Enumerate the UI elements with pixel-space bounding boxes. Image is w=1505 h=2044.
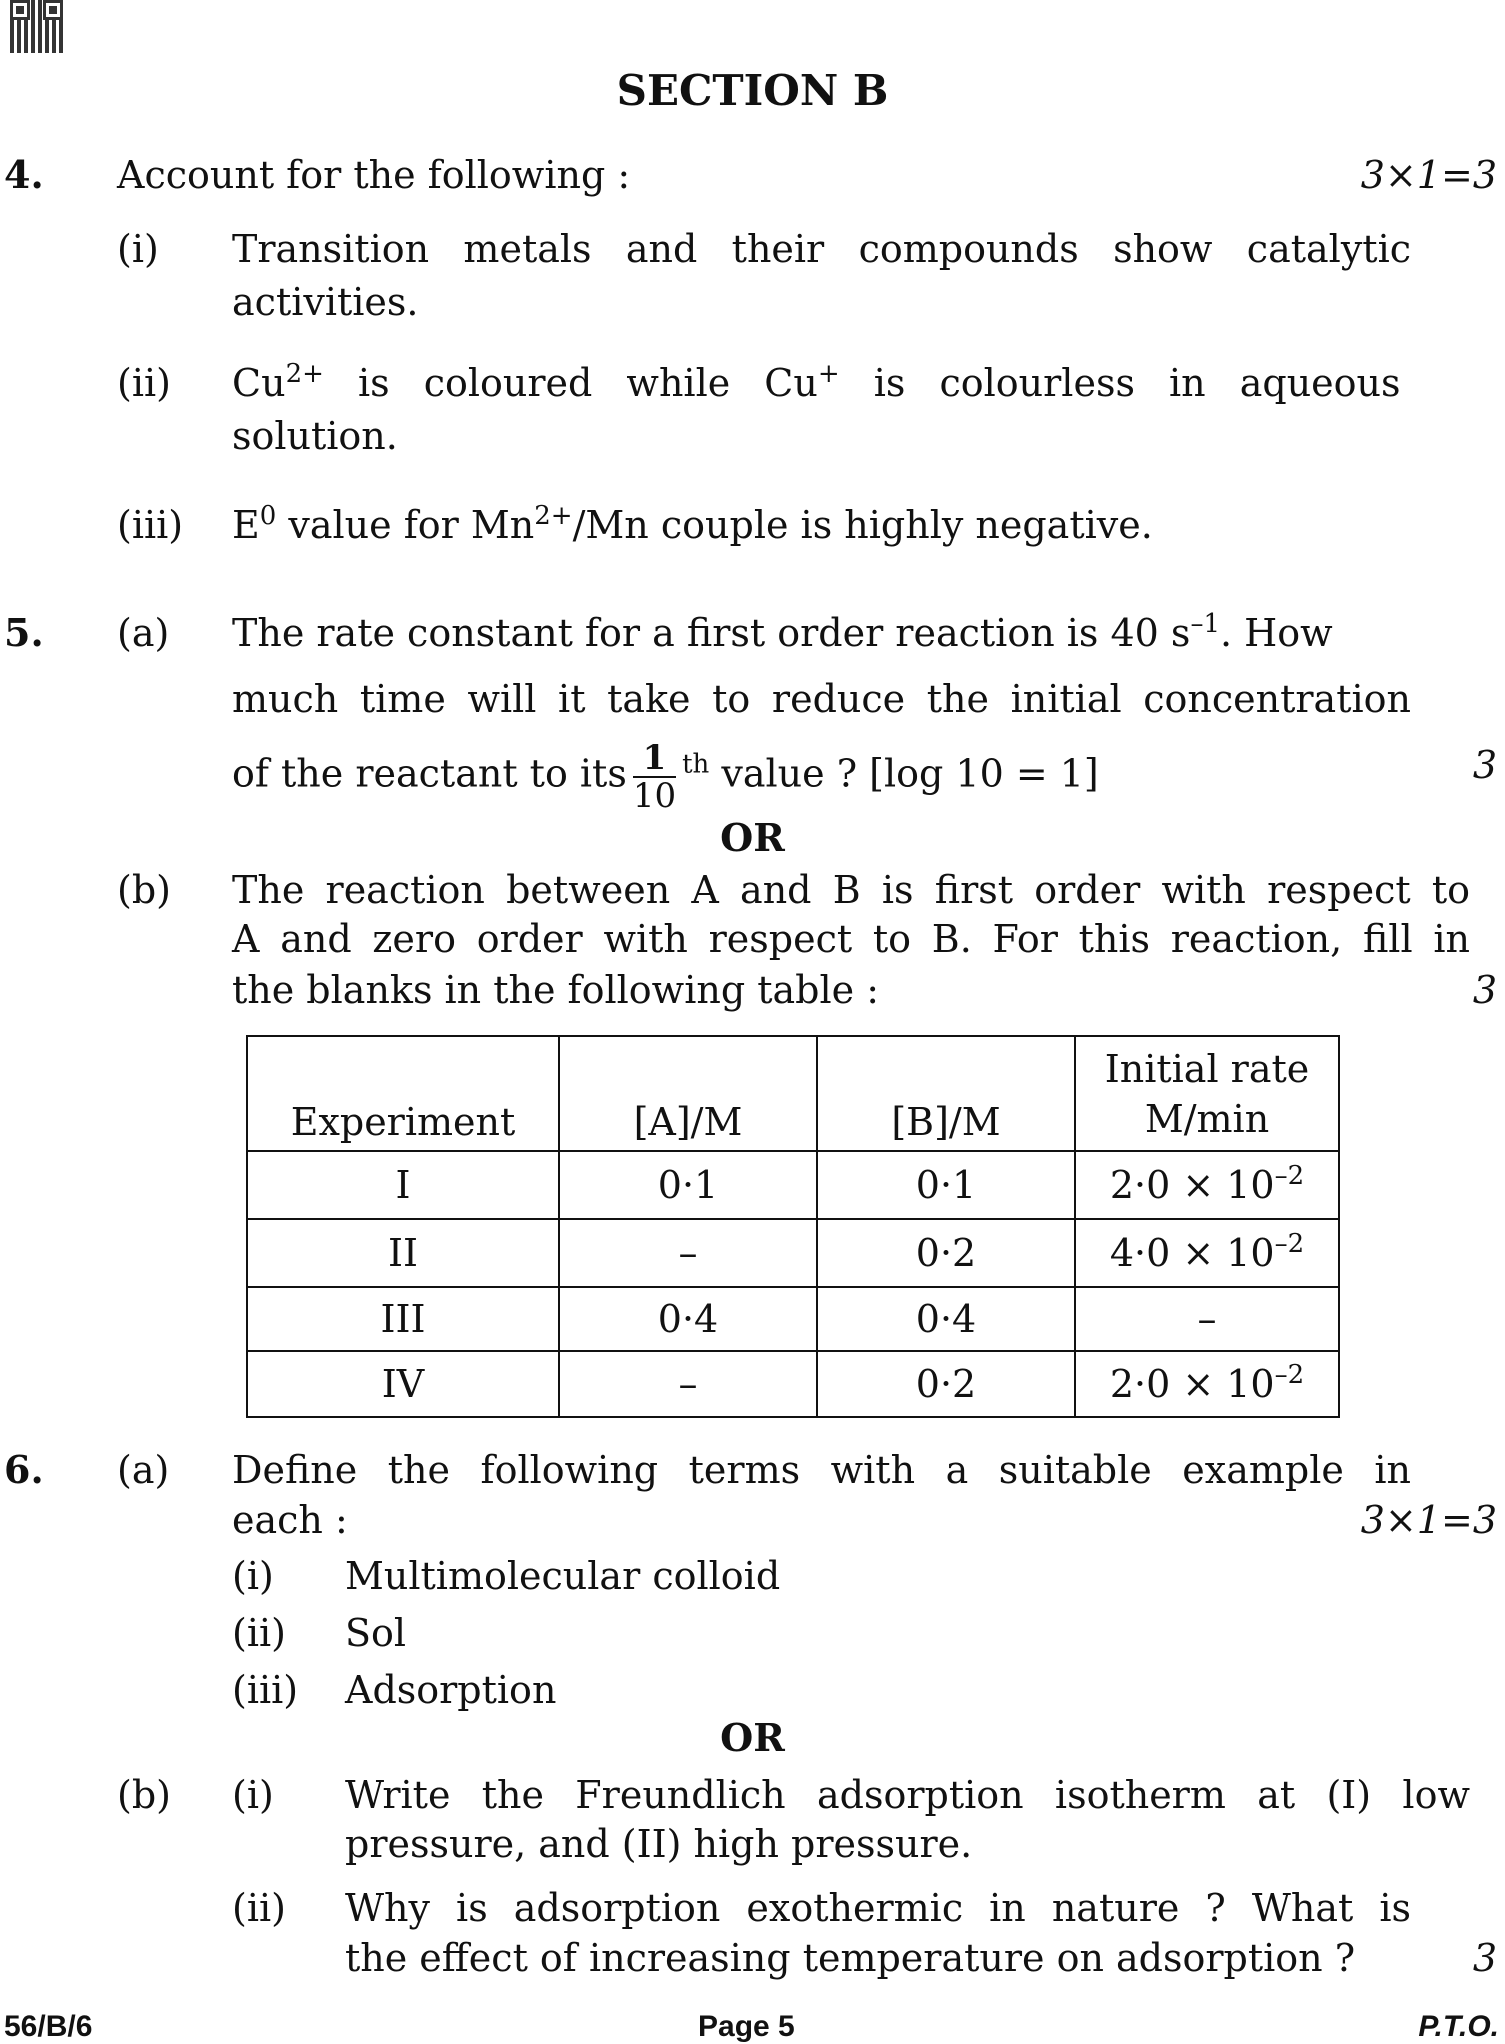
header-rate (1075, 1036, 1339, 1151)
table-row (247, 1351, 1339, 1417)
text: is coloured while Cu (323, 361, 818, 405)
superscript: th (682, 749, 710, 780)
footer-code: 56/B/6 (4, 2010, 93, 2043)
text: 2·0 × 10 (1109, 1362, 1275, 1406)
cell: – (559, 1219, 817, 1287)
q4-i-line2: activities. (232, 280, 419, 324)
q6-b-marks: 3 (1472, 1936, 1497, 1980)
q5-a-label: (a) (117, 611, 170, 655)
q6-a-label: (a) (117, 1448, 170, 1492)
q4-iii-line (232, 500, 1153, 550)
table-row (247, 1287, 1339, 1351)
header-b: [B]/M (817, 1036, 1075, 1151)
footer-pto: P.T.O. (1418, 2010, 1499, 2043)
superscript: –2 (1274, 1360, 1305, 1390)
q6-a-item-label: (ii) (232, 1611, 286, 1655)
q4-ii-label: (ii) (117, 361, 171, 405)
q4-iii-label: (iii) (117, 503, 184, 547)
q5-a-marks: 3 (1472, 743, 1497, 787)
q5-b-line2: A and zero order with respect to B. For this reaction, fill in (232, 917, 1470, 961)
cell (1075, 1351, 1339, 1417)
q6-number: 6. (4, 1447, 44, 1492)
cell: 0·2 (817, 1351, 1075, 1417)
text: value ? [log 10 = 1] (709, 751, 1099, 796)
cell: 0·2 (817, 1219, 1075, 1287)
superscript: + (817, 359, 840, 389)
q5-b-marks: 3 (1472, 968, 1497, 1012)
table-header-row (247, 1036, 1339, 1151)
q5-a-line3 (232, 740, 1099, 814)
cell: 0·4 (559, 1287, 817, 1351)
q6-a-line2: each : (232, 1498, 348, 1542)
q6-a-item-text: Adsorption (345, 1668, 557, 1712)
superscript: 2+ (285, 359, 324, 389)
table-row (247, 1151, 1339, 1219)
text: E (232, 503, 260, 547)
fraction (633, 740, 676, 814)
superscript: 2+ (534, 501, 573, 531)
text: value for Mn (276, 503, 535, 547)
header-rate-line1: Initial rate (1104, 1046, 1310, 1091)
text: of the reactant to its (232, 751, 627, 796)
cell: 0·1 (559, 1151, 817, 1219)
q5-number: 5. (4, 610, 44, 655)
cell: I (247, 1151, 559, 1219)
cell: IV (247, 1351, 559, 1417)
cell: III (247, 1287, 559, 1351)
fraction-numerator: 1 (633, 740, 676, 778)
text: Cu (232, 361, 286, 405)
q4-title: Account for the following : (117, 153, 631, 197)
q4-number: 4. (4, 152, 44, 197)
q6-a-marks: 3×1=3 (1360, 1498, 1497, 1542)
q6-b-label: (b) (117, 1773, 171, 1817)
superscript: –1 (1190, 609, 1220, 639)
cell (1075, 1287, 1339, 1351)
q6-a-item-text: Sol (345, 1611, 407, 1655)
q6-b-ii-line1: Why is adsorption exothermic in nature ? What is (345, 1886, 1411, 1930)
q4-marks: 3×1=3 (1360, 153, 1497, 197)
superscript: –2 (1274, 1229, 1305, 1259)
text: 4·0 × 10 (1109, 1231, 1275, 1275)
superscript: 0 (259, 501, 277, 531)
q6-b-ii-line2: the effect of increasing temperature on adsorption ? (345, 1936, 1356, 1980)
q6-b-i-label: (i) (232, 1773, 274, 1817)
q5-b-line1: The reaction between A and B is first order with respect to (232, 868, 1470, 912)
header-experiment: Experiment (247, 1036, 559, 1151)
q6-a-item-text: Multimolecular colloid (345, 1554, 781, 1598)
text: . How (1219, 611, 1333, 655)
q6-b-i-line1: Write the Freundlich adsorption isotherm at (I) low (345, 1773, 1470, 1817)
cell: – (559, 1351, 817, 1417)
q6-a-item-label: (iii) (232, 1668, 299, 1712)
q4-ii-line2: solution. (232, 414, 398, 458)
q4-i-label: (i) (117, 227, 159, 271)
fraction-denominator: 10 (632, 776, 677, 816)
text: – (1197, 1297, 1217, 1341)
q6-or: OR (720, 1715, 785, 1760)
text: is colourless in aqueous (839, 361, 1401, 405)
header-rate-line2: M/min (1144, 1096, 1270, 1141)
q5-a-line1 (232, 608, 1333, 658)
cell (1075, 1151, 1339, 1219)
q5-or: OR (720, 815, 785, 860)
q6-a-item-label: (i) (232, 1554, 274, 1598)
table-row (247, 1219, 1339, 1287)
cell: 0·1 (817, 1151, 1075, 1219)
cell: 0·4 (817, 1287, 1075, 1351)
section-title: SECTION B (616, 66, 889, 115)
qr-code (10, 0, 63, 53)
q6-b-i-line2: pressure, and (II) high pressure. (345, 1822, 973, 1866)
q5-b-line3: the blanks in the following table : (232, 968, 880, 1012)
text: /Mn couple is highly negative. (572, 503, 1153, 547)
q6-b-ii-label: (ii) (232, 1886, 286, 1930)
rate-table (246, 1035, 1340, 1418)
q5-a-line2: much time will it take to reduce the initial concentration (232, 677, 1411, 721)
header-a: [A]/M (559, 1036, 817, 1151)
text: The rate constant for a first order reaction is 40 s (232, 611, 1191, 655)
cell: II (247, 1219, 559, 1287)
q4-ii-line1 (232, 358, 1411, 408)
superscript: –2 (1274, 1161, 1305, 1191)
q6-a-line1: Define the following terms with a suitable example in (232, 1448, 1411, 1492)
footer-page: Page 5 (698, 2010, 795, 2043)
text: 2·0 × 10 (1109, 1163, 1275, 1207)
q4-i-line1: Transition metals and their compounds show catalytic (232, 227, 1411, 271)
cell (1075, 1219, 1339, 1287)
q5-b-label: (b) (117, 868, 171, 912)
